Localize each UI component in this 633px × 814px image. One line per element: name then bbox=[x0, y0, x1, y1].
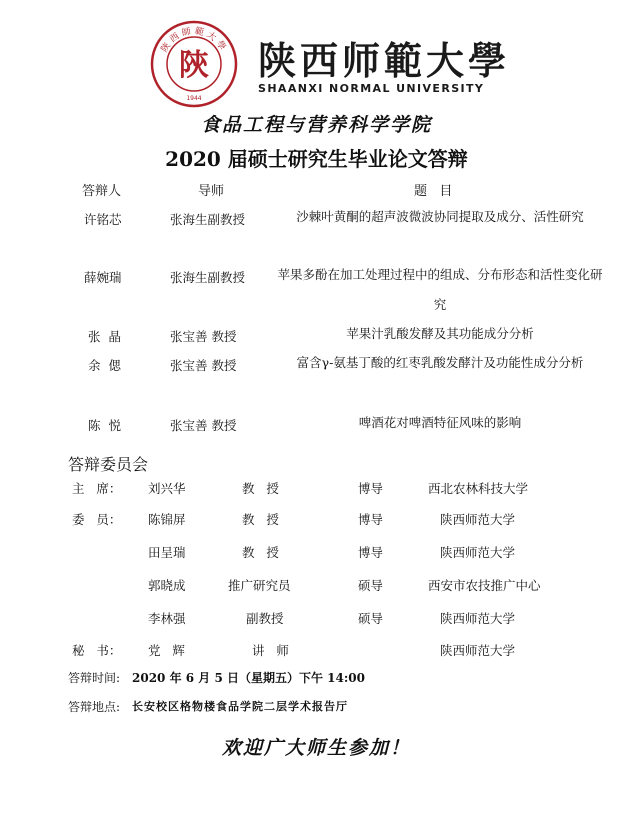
committee-role: 委 员： bbox=[72, 512, 122, 527]
defense-place-label: 答辩地点: bbox=[68, 700, 121, 714]
thesis-topic: 富含γ-氨基丁酸的红枣乳酸发酵汁及功能性成分分析 bbox=[296, 355, 584, 370]
committee-supervisor: 硕导 bbox=[358, 578, 384, 593]
header-advisor: 导师 bbox=[198, 184, 225, 199]
defense-time-label: 答辩时间: bbox=[68, 671, 121, 685]
svg-text:1944: 1944 bbox=[186, 95, 202, 102]
committee-supervisor: 博导 bbox=[358, 512, 384, 527]
defender-name: 余 偲 bbox=[88, 358, 121, 373]
defender-name: 陈 悦 bbox=[88, 418, 121, 433]
defense-place-value: 长安校区格物楼食品学院二层学术报告厅 bbox=[132, 700, 348, 713]
committee-name: 刘兴华 bbox=[148, 481, 186, 496]
committee-name: 郭晓成 bbox=[148, 578, 186, 593]
advisor-name: 张宝善 教授 bbox=[170, 418, 237, 433]
committee-name: 李林强 bbox=[148, 611, 186, 626]
committee-unit: 陕西师范大学 bbox=[440, 545, 516, 560]
svg-text:陝西師範大學: 陝西師範大學 bbox=[159, 26, 229, 55]
committee-rank: 副教授 bbox=[246, 611, 284, 626]
college-name: 食品工程与营养科学学院 bbox=[200, 114, 432, 136]
university-name-cn: 陕西师範大學 bbox=[258, 38, 511, 83]
committee-rank: 讲 师 bbox=[252, 643, 289, 658]
committee-supervisor: 博导 bbox=[358, 481, 384, 496]
committee-supervisor: 硕导 bbox=[358, 611, 384, 626]
university-seal-logo bbox=[150, 20, 238, 108]
committee-rank: 推广研究员 bbox=[228, 578, 291, 593]
committee-rank: 教 授 bbox=[242, 512, 279, 527]
welcome-message: 欢迎广大师生参加！ bbox=[221, 737, 411, 759]
advisor-name: 张宝善 教授 bbox=[170, 329, 237, 344]
committee-rank: 教 授 bbox=[242, 545, 279, 560]
committee-role: 秘 书： bbox=[72, 643, 122, 658]
committee-role: 主 席： bbox=[72, 481, 122, 496]
defender-name: 薛婉瑞 bbox=[84, 270, 122, 285]
committee-rank: 教 授 bbox=[242, 481, 279, 496]
committee-unit: 西安市农技推广中心 bbox=[428, 578, 541, 593]
committee-unit: 西北农林科技大学 bbox=[428, 481, 529, 496]
committee-name: 田呈瑞 bbox=[148, 545, 186, 560]
committee-unit: 陕西师范大学 bbox=[440, 611, 516, 626]
committee-unit: 陕西师范大学 bbox=[440, 643, 516, 658]
university-name-en: SHAANXI NORMAL UNIVERSITY bbox=[258, 82, 485, 95]
advisor-name: 张海生副教授 bbox=[170, 270, 246, 285]
defender-name: 许铭芯 bbox=[84, 212, 122, 227]
committee-name: 党 辉 bbox=[148, 643, 185, 658]
thesis-topic: 啤酒花对啤酒特征风味的影响 bbox=[358, 415, 522, 430]
thesis-topic: 沙棘叶黄酮的超声波微波协同提取及成分、活性研究 bbox=[296, 209, 584, 224]
committee-name: 陈锦屏 bbox=[148, 512, 186, 527]
advisor-name: 张海生副教授 bbox=[170, 212, 246, 227]
header-defender: 答辩人 bbox=[82, 184, 122, 199]
thesis-topic: 苹果多酚在加工处理过程中的组成、分布形态和活性变化研究 bbox=[277, 267, 603, 312]
committee-unit: 陕西师范大学 bbox=[440, 512, 516, 527]
page-title: 2020 届硕士研究生毕业论文答辩 bbox=[165, 147, 468, 171]
svg-text:陝: 陝 bbox=[179, 48, 209, 83]
committee-supervisor: 博导 bbox=[358, 545, 384, 560]
committee-title: 答辩委员会 bbox=[68, 455, 149, 474]
thesis-topic: 苹果汁乳酸发酵及其功能成分分析 bbox=[346, 326, 534, 341]
defense-time-value: 2020 年 6 月 5 日（星期五）下午 14:00 bbox=[132, 671, 365, 685]
advisor-name: 张宝善 教授 bbox=[170, 358, 237, 373]
header-topic: 题 目 bbox=[414, 184, 453, 199]
defender-name: 张 晶 bbox=[88, 329, 121, 344]
